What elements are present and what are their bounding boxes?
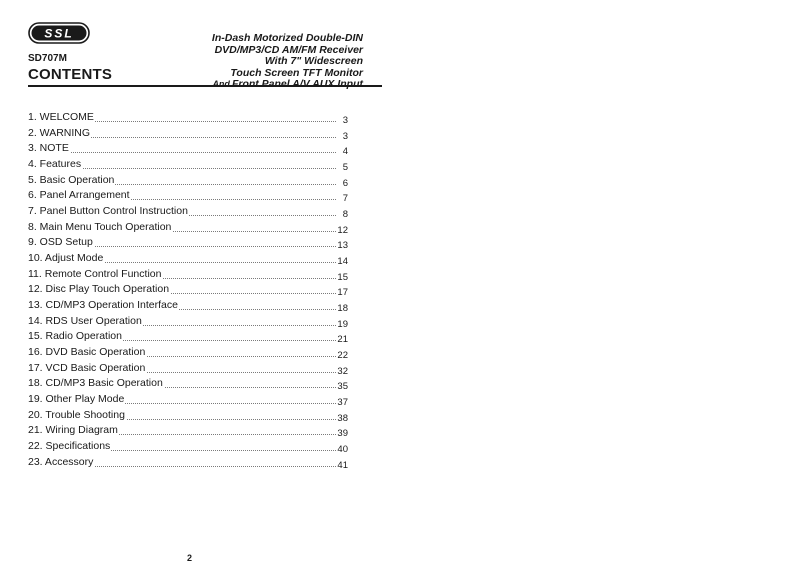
page-title: CONTENTS [28,66,113,83]
toc-entry-label: 15. Radio Operation [28,330,122,343]
product-title [212,33,363,91]
toc-entry-page: 17 [337,287,348,299]
toc-entry-label: 7. Panel Button Control Instruction [28,205,188,218]
toc-entry-page: 40 [337,444,348,456]
toc-entry-label: 16. DVD Basic Operation [28,346,146,359]
dot-leader [30,152,336,153]
table-of-contents [28,110,350,470]
toc-entry[interactable] [28,298,350,314]
toc-entry-label: 1. WELCOME [28,111,94,123]
model-number: SD707M [28,53,67,64]
product-line-prefix: And [212,79,230,90]
toc-entry-label: 5. Basic Operation [28,173,115,186]
ssl-logo [28,22,90,44]
toc-entry-page: 21 [337,334,348,346]
toc-entry[interactable] [28,251,350,267]
toc-entry-label: 10. Adjust Mode [28,252,104,265]
toc-entry[interactable] [28,220,350,236]
toc-entry-page: 39 [337,428,348,440]
toc-entry-label: 3. NOTE [28,142,69,155]
toc-entry-label: 21. Wiring Diagram [28,424,118,437]
toc-entry-label: 20. Trouble Shooting [28,408,125,421]
logo-text: SSL [44,26,74,41]
product-line: With 7" Widescreen [264,55,363,68]
toc-entry-label: 19. Other Play Mode [28,393,125,406]
toc-entry-label: 22. Specifications [28,440,111,453]
toc-entry[interactable] [28,329,350,345]
toc-entry-page: 41 [337,459,348,471]
toc-entry-label: 9. OSD Setup [28,236,93,249]
toc-entry-page: 5 [342,162,348,174]
toc-entry-page: 15 [337,271,348,283]
toc-entry-page: 7 [342,193,348,205]
toc-entry-page: 18 [337,303,348,315]
toc-entry-page: 4 [342,146,348,158]
toc-entry-page: 12 [337,224,348,236]
toc-entry[interactable] [28,188,350,204]
toc-entry-page: 6 [342,177,348,189]
toc-entry-page: 37 [337,397,348,409]
toc-entry-label: 23. Accessory [28,455,94,468]
toc-entry[interactable] [28,408,350,424]
toc-entry[interactable] [28,157,350,173]
toc-entry-label: 4. Features [28,158,82,171]
toc-entry[interactable] [28,126,350,142]
toc-entry[interactable] [28,173,350,189]
toc-entry[interactable] [28,267,350,283]
toc-entry-page: 19 [337,318,348,330]
toc-entry[interactable] [28,110,350,126]
toc-entry-page: 35 [337,381,348,393]
toc-entry[interactable] [28,361,350,377]
header-divider [28,85,382,87]
toc-entry-label: 6. Panel Arrangement [28,189,130,202]
toc-entry-label: 18. CD/MP3 Basic Operation [28,377,163,390]
toc-entry-label: 13. CD/MP3 Operation Interface [28,299,178,312]
product-line: DVD/MP3/CD AM/FM Receiver [214,43,363,56]
toc-entry-page: 3 [342,115,348,126]
toc-entry[interactable] [28,423,350,439]
toc-entry-label: 8. Main Menu Touch Operation [28,220,172,233]
toc-entry-page: 8 [342,209,348,221]
toc-entry-page: 38 [337,412,348,424]
toc-entry-page: 14 [337,256,348,268]
toc-entry-page: 32 [337,365,348,377]
toc-entry[interactable] [28,439,350,455]
product-line: Touch Screen TFT Monitor [230,66,363,79]
toc-entry-page: 3 [342,130,348,142]
toc-entry-page: 22 [337,350,348,362]
toc-entry-label: 12. Disc Play Touch Operation [28,283,170,296]
toc-entry-label: 14. RDS User Operation [28,314,142,327]
toc-entry-label: 2. WARNING [28,126,91,139]
toc-entry-label: 17. VCD Basic Operation [28,361,146,374]
toc-entry-label: 11. Remote Control Function [28,267,162,280]
toc-entry[interactable] [28,235,350,251]
toc-entry[interactable] [28,376,350,392]
toc-entry[interactable] [28,282,350,298]
toc-entry[interactable] [28,455,350,471]
toc-entry-page: 13 [337,240,348,252]
toc-entry[interactable] [28,314,350,330]
toc-entry[interactable] [28,345,350,361]
toc-entry[interactable] [28,204,350,220]
product-line: In-Dash Motorized Double-DIN [211,32,363,44]
page-number: 2 [187,553,193,563]
product-line-text: Front Panel A/V AUX Input [231,78,363,91]
toc-entry[interactable] [28,141,350,157]
toc-entry[interactable] [28,392,350,408]
